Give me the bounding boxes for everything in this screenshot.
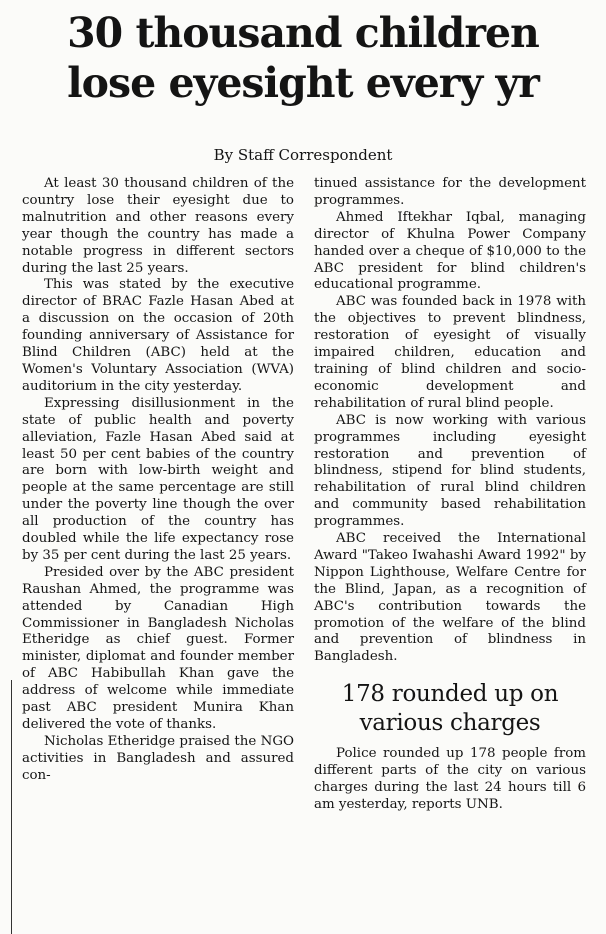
article-paragraph: Nicholas Etheridge praised the NGO activities in Bangladesh and assured con- xyxy=(22,733,294,783)
article-column-right xyxy=(314,176,586,814)
headline-line-2: lose eyesight every yr xyxy=(67,59,539,107)
article-column-left xyxy=(22,176,294,785)
second-story-headline xyxy=(314,680,586,738)
article-paragraph: Expressing disillusionment in the state of public health and poverty alleviation, Fazle Hasan Abed said at least 50 per cent babies of the country are born with low-birth weight and people at the same percentage are still under the poverty line though the over all production of the country has doubled while the life expectancy rose by 35 per cent during the last 25 years. xyxy=(22,395,294,563)
second-headline-line-1: 178 rounded up on xyxy=(341,681,559,708)
headline-line-1: 30 thousand children xyxy=(67,9,539,57)
article-paragraph: Ahmed Iftekhar Iqbal, managing director of Khulna Power Company handed over a cheque of $10,000 to the ABC president for blind children's educational programme. xyxy=(314,209,586,293)
main-headline xyxy=(0,8,606,108)
article-paragraph: At least 30 thousand children of the country lose their eyesight due to malnutrition and other reasons every year though the country has made a notable progress in different sectors during the last 25 years. xyxy=(22,176,294,276)
second-headline-line-2: various charges xyxy=(359,710,541,737)
second-story-body: Police rounded up 178 people from different parts of the city on various charges during the last 24 hours till 6 am yesterday, reports UNB. xyxy=(314,746,586,812)
article-paragraph: ABC received the International Award "Takeo Iwahashi Award 1992" by Nippon Lighthouse, Welfare Centre for the Blind, Japan, as a recognition of ABC's contribution towards the promotion of the welfare of the blind and prevention of blindness in Bangladesh. xyxy=(314,531,586,665)
article-paragraph: This was stated by the executive director of BRAC Fazle Hasan Abed at a discussion on the occasion of 20th founding anniversary of Assistance for Blind Children (ABC) held at the Women's Voluntary Association (WVA) auditorium in the city yesterday. xyxy=(22,277,294,394)
article-paragraph: Presided over by the ABC president Raushan Ahmed, the programme was attended by Canadian High Commissioner in Bangladesh Nicholas Etheridge as chief guest. Former minister, diplomat and founder member of ABC Habibullah Khan gave the address of welcome while immediate past ABC president Munira Khan delivered the vote of thanks. xyxy=(22,564,294,732)
column-rule xyxy=(11,680,12,934)
byline: By Staff Correspondent xyxy=(213,146,393,164)
article-paragraph-continuation: tinued assistance for the development programmes. xyxy=(314,176,586,208)
article-paragraph: ABC is now working with various programmes including eyesight restoration and prevention of blindness, stipend for blind students, rehabilitation of rural blind children and community based rehabilitation programmes. xyxy=(314,412,586,530)
article-paragraph: ABC was founded back in 1978 with the objectives to prevent blindness, restoration of eyesight of visually impaired children, education and training of blind children and socio-economic development and rehabilitation of rural blind people. xyxy=(314,294,586,411)
